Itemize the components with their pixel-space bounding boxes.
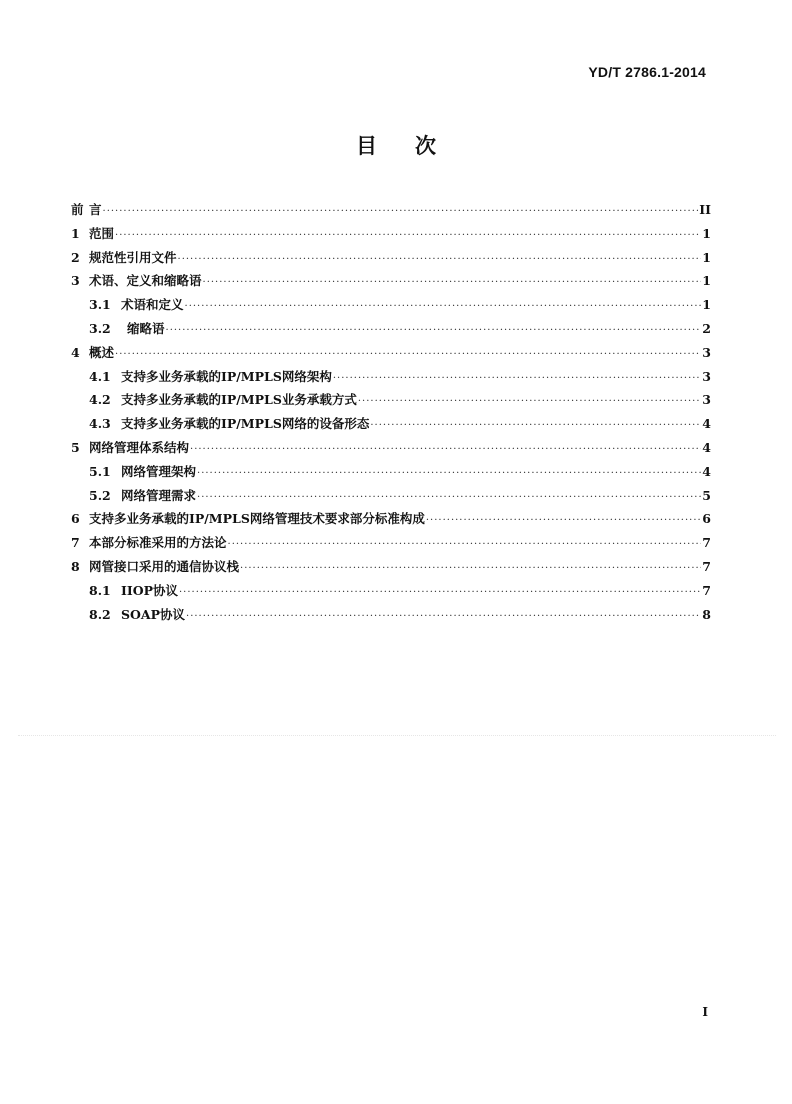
toc-entry-number: 8	[71, 558, 80, 574]
toc-entry-page: 6	[702, 511, 711, 527]
toc-entry-page: 1	[702, 225, 711, 241]
dot-leader	[203, 277, 702, 288]
dot-leader	[190, 444, 701, 455]
toc-entry-title: 网管接口采用的通信协议栈	[89, 558, 240, 574]
toc-entry-4-3[interactable]	[71, 414, 711, 438]
toc-entry-number: 3.1	[89, 297, 111, 313]
toc-entry-page: 7	[702, 582, 711, 598]
toc-entry-8-1[interactable]	[71, 581, 711, 605]
toc-entry-page: 3	[702, 344, 711, 360]
toc-entry-5[interactable]	[71, 438, 711, 462]
dot-leader	[103, 206, 699, 217]
toc-entry-number: 5.1	[89, 463, 111, 479]
toc-entry-page: 4	[702, 463, 711, 479]
toc-entry-3-2[interactable]	[71, 319, 711, 343]
toc-entry-title: 本部分标准采用的方法论	[89, 535, 227, 551]
toc-entry-page: 7	[702, 535, 711, 551]
dot-leader	[333, 373, 701, 384]
toc-entry-title: IIOP协议	[121, 582, 178, 598]
toc-entry-title: 概述	[89, 344, 115, 360]
dot-leader	[179, 587, 701, 598]
toc-entry-title: 网络管理体系结构	[89, 439, 190, 455]
dot-leader	[115, 349, 701, 360]
toc-entry-5-2[interactable]	[71, 486, 711, 510]
toc-entry-title: 言	[89, 202, 102, 217]
toc-entry-title: SOAP协议	[121, 606, 186, 622]
dot-leader	[197, 492, 701, 503]
toc-entry-8[interactable]	[71, 557, 711, 581]
toc-entry-number: 1	[71, 225, 80, 241]
toc-title-char-1: 目	[356, 134, 377, 158]
toc-entry-page: 1	[702, 273, 711, 289]
toc-entry-8-2[interactable]	[71, 605, 711, 629]
table-of-contents	[71, 200, 711, 628]
toc-entry-page: 8	[702, 606, 711, 622]
toc-entry-title: 术语、定义和缩略语	[89, 273, 202, 289]
dot-leader	[186, 611, 701, 622]
toc-entry-number: 前	[71, 202, 84, 217]
dot-leader	[228, 539, 702, 550]
toc-entry-title: 支持多业务承载的IP/MPLS网络的设备形态	[121, 416, 370, 432]
toc-entry-number: 7	[71, 535, 80, 551]
toc-entry-title: 网络管理需求	[121, 487, 197, 503]
toc-entry-page: 5	[702, 487, 711, 503]
toc-entry-number: 4.2	[89, 392, 111, 408]
toc-entry-title: 术语和定义	[121, 297, 184, 313]
toc-entry-page: 3	[702, 392, 711, 408]
toc-entry-title: 网络管理架构	[121, 463, 197, 479]
toc-entry-1[interactable]	[71, 224, 711, 248]
toc-entry-number: 2	[71, 249, 80, 265]
toc-entry-5-1[interactable]	[71, 462, 711, 486]
toc-entry-6[interactable]	[71, 509, 711, 533]
toc-entry-number: 6	[71, 511, 80, 527]
toc-entry-number: 4	[71, 344, 80, 360]
dot-leader	[178, 254, 702, 265]
toc-entry-page: 1	[702, 249, 711, 265]
dot-leader	[197, 468, 701, 479]
toc-entry-title: 规范性引用文件	[89, 249, 177, 265]
toc-entry-page: 4	[702, 439, 711, 455]
toc-entry-title: 支持多业务承载的IP/MPLS网络架构	[121, 368, 332, 384]
toc-entry-3-1[interactable]	[71, 295, 711, 319]
toc-entry-3[interactable]	[71, 271, 711, 295]
toc-entry-title: 支持多业务承载的IP/MPLS业务承载方式	[121, 392, 357, 408]
toc-entry-page: II	[699, 202, 711, 217]
dot-leader	[370, 420, 701, 431]
toc-entry-number: 5	[71, 439, 80, 455]
toc-entry-page: 2	[702, 320, 711, 336]
dot-leader	[426, 515, 701, 526]
toc-entry-foreword[interactable]	[71, 200, 711, 224]
toc-entry-title: 缩略语	[127, 320, 165, 336]
document-code: YD/T 2786.1-2014	[588, 64, 706, 80]
toc-title	[0, 130, 792, 160]
toc-entry-4-2[interactable]	[71, 390, 711, 414]
toc-entry-number: 8.1	[89, 582, 111, 598]
toc-entry-2[interactable]	[71, 248, 711, 272]
dot-leader	[240, 563, 701, 574]
toc-entry-page: 3	[702, 368, 711, 384]
dot-leader	[166, 325, 702, 336]
toc-entry-4[interactable]	[71, 343, 711, 367]
scan-artifact-divider	[18, 735, 776, 736]
toc-entry-page: 4	[702, 416, 711, 432]
toc-entry-page: 1	[702, 297, 711, 313]
toc-entry-number: 8.2	[89, 606, 111, 622]
page-number: I	[702, 1005, 708, 1019]
toc-entry-4-1[interactable]	[71, 367, 711, 391]
toc-entry-number: 4.1	[89, 368, 111, 384]
toc-entry-7[interactable]	[71, 533, 711, 557]
dot-leader	[185, 301, 702, 312]
toc-title-char-2: 次	[415, 134, 436, 158]
toc-entry-title: 范围	[89, 225, 115, 241]
dot-leader	[115, 230, 701, 241]
dot-leader	[358, 396, 701, 407]
toc-entry-number: 4.3	[89, 416, 111, 432]
toc-entry-number: 5.2	[89, 487, 111, 503]
toc-entry-page: 7	[702, 558, 711, 574]
toc-entry-number: 3	[71, 273, 80, 289]
toc-entry-number: 3.2	[89, 320, 111, 336]
toc-entry-title: 支持多业务承载的IP/MPLS网络管理技术要求部分标准构成	[89, 511, 425, 527]
